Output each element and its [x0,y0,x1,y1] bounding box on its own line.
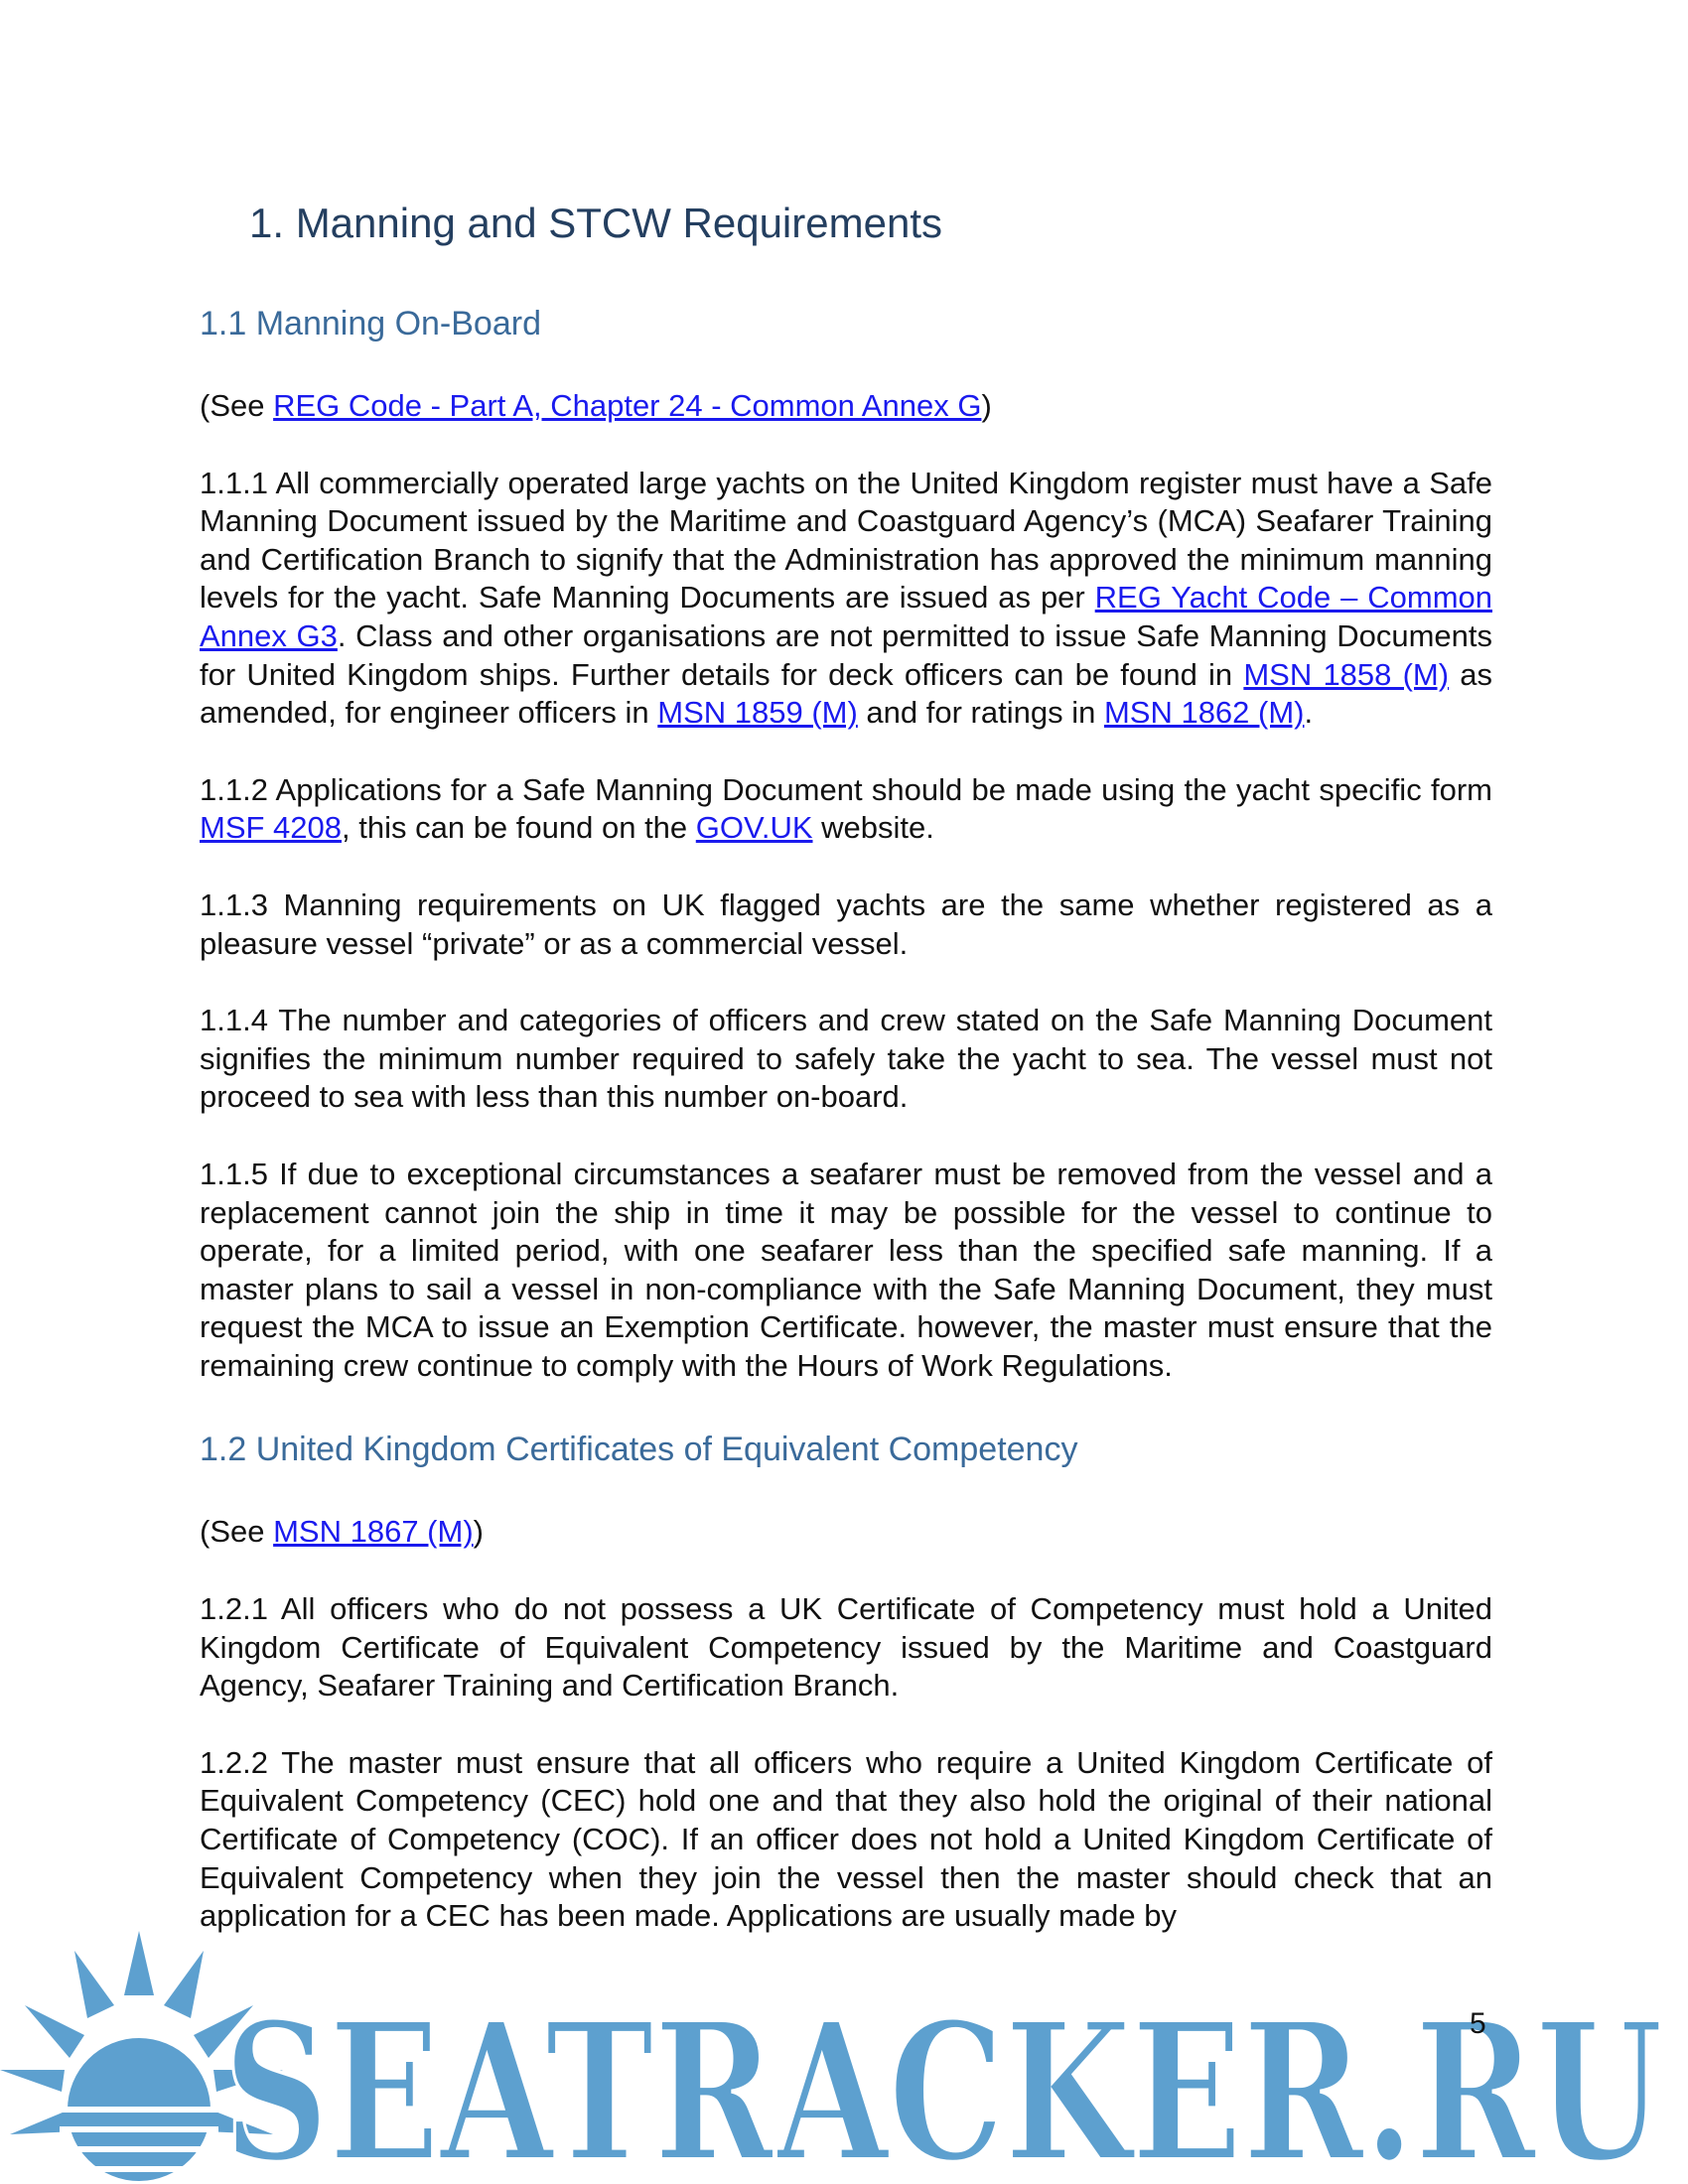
page-number: 5 [1470,2007,1486,2040]
msn-1858-link[interactable]: MSN 1858 (M) [1243,656,1450,692]
seatracker-watermark [0,1921,1688,2184]
reg-code-annex-g-link[interactable]: REG Code - Part A, Chapter 24 - Common Annex G [273,388,982,423]
paragraph-1-2-1: 1.2.1 All officers who do not possess a UK Certificate of Competency must hold a United Kingdom Certificate of Equivalent Competency issued by the Maritime and Coastguard Agency, Seafarer Training and Certification Branch. [200,1591,1492,1704]
page-content [200,194,1492,1936]
reg-yacht-code-annex-g3-link[interactable]: REG Yacht Code – Common Annex G3 [200,580,1492,653]
paragraph-1-1-2: 1.1.2 Applications for a Safe Manning Document should be made using the yacht specific form MSF 4208, this can be found on the GOV.UK website. [200,771,1492,846]
subsection-title-1-2: 1.2 United Kingdom Certificates of Equivalent Competency [200,1431,1078,1469]
subsection-title-1-1: 1.1 Manning On-Board [200,305,541,342]
watermark-text: SEATRACKER.RU [223,1981,1663,2184]
see-reference-1-1: (See REG Code - Part A, Chapter 24 - Common Annex G) [200,388,992,423]
section-title: 1. Manning and STCW Requirements [249,200,942,246]
paragraph-1-1-4: 1.1.4 The number and categories of officers and crew stated on the Safe Manning Document signifies the minimum number required to safely take the yacht to sea. The vessel must not proceed to sea with less than this number on-board. [200,1003,1492,1115]
see-reference-1-2: (See MSN 1867 (M)) [200,1514,484,1550]
paragraph-1-1-3: 1.1.3 Manning requirements on UK flagged yachts are the same whether registered as a pleasure vessel “private” or as a commercial vessel. [200,887,1492,961]
msn-1859-link[interactable]: MSN 1859 (M) [657,695,858,731]
paragraph-1-1-5: 1.1.5 If due to exceptional circumstances a seafarer must be removed from the vessel and a replacement cannot join the ship in time it may be possible for the vessel to continue to operate, for a limited period, with one seafarer less than the specified safe manning. If a master plans to sail a vessel in non-compliance with the Safe Manning Document, they must request the MCA to issue an Exemption Certificate. however, the master must ensure that the remaining crew continue to comply with the Hours of Work Regulations. [200,1156,1492,1383]
paragraph-1-1-1: 1.1.1 All commercially operated large yachts on the United Kingdom register must have a Safe Manning Document issued by the Maritime and Coastguard Agency’s (MCA) Seafarer Training and Certification Branch to signify that the Administration has approved the minimum manning levels for the yacht. Safe Manning Documents are issued as per REG Yacht Code – Common Annex G3. Class and other organisations are not permitted to issue Safe Manning Documents for United Kingdom ships. Further details for deck officers can be found in MSN 1858 (M) as amended, for engineer officers in MSN 1859 (M) and for ratings in MSN 1862 (M). [200,465,1493,731]
gov-uk-link[interactable]: GOV.UK [695,810,813,846]
msn-1867-link[interactable]: MSN 1867 (M) [273,1514,474,1550]
msf-4208-link[interactable]: MSF 4208 [200,810,343,846]
paragraph-1-2-2: 1.2.2 The master must ensure that all officers who require a United Kingdom Certificate of Equivalent Competency (CEC) hold one and that they also hold the original of their national Certificate of Competency (COC). If an officer does not hold a United Kingdom Certificate of Equivalent Competency when they join the vessel then the master should check that an application for a CEC has been made. Applications are usually made by [200,1744,1492,1934]
msn-1862-link[interactable]: MSN 1862 (M) [1103,695,1305,731]
